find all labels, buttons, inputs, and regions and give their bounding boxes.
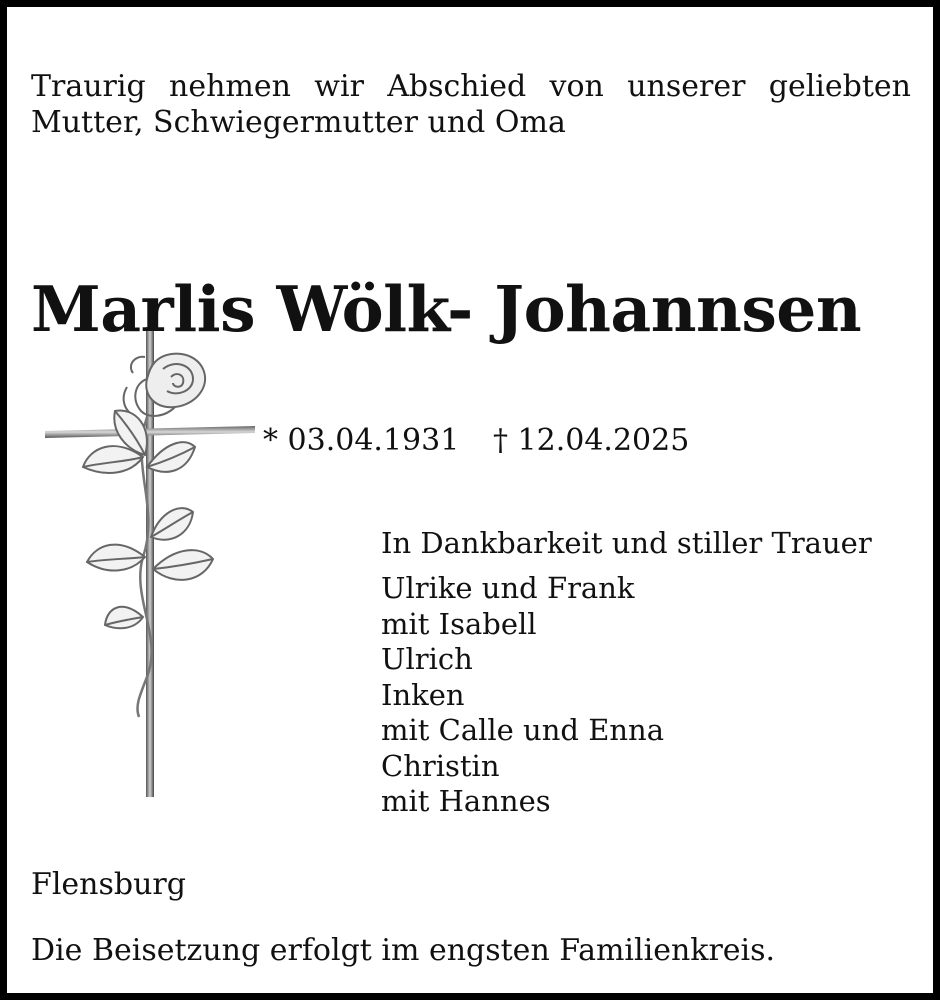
mourners-list [381, 571, 921, 820]
place-name: Flensburg [31, 867, 186, 902]
list-item: Ulrike und Frank [381, 571, 635, 605]
list-item: mit Hannes [381, 784, 551, 818]
mourners-intro: In Dankbarkeit und stiller Trauer [381, 526, 872, 560]
death-date: † 12.04.2025 [493, 423, 690, 458]
list-item: mit Isabell [381, 606, 537, 641]
list-item: mit Calle und Enna [381, 713, 665, 747]
birth-date: * 03.04.1931 [263, 423, 460, 458]
list-item: Ulrich [381, 642, 473, 676]
cross-with-rose-icon [35, 307, 265, 807]
list-item: Christin [381, 748, 500, 783]
list-item: Inken [381, 677, 465, 712]
deceased-name: Marlis Wölk- Johannsen [31, 272, 862, 346]
mourners-block [381, 525, 921, 820]
burial-note: Die Beisetzung erfolgt im engsten Familienkreis. [31, 933, 776, 968]
intro-text: Traurig nehmen wir Abschied von unserer geliebten Mutter, Schwiegermutter und Oma [31, 69, 911, 140]
